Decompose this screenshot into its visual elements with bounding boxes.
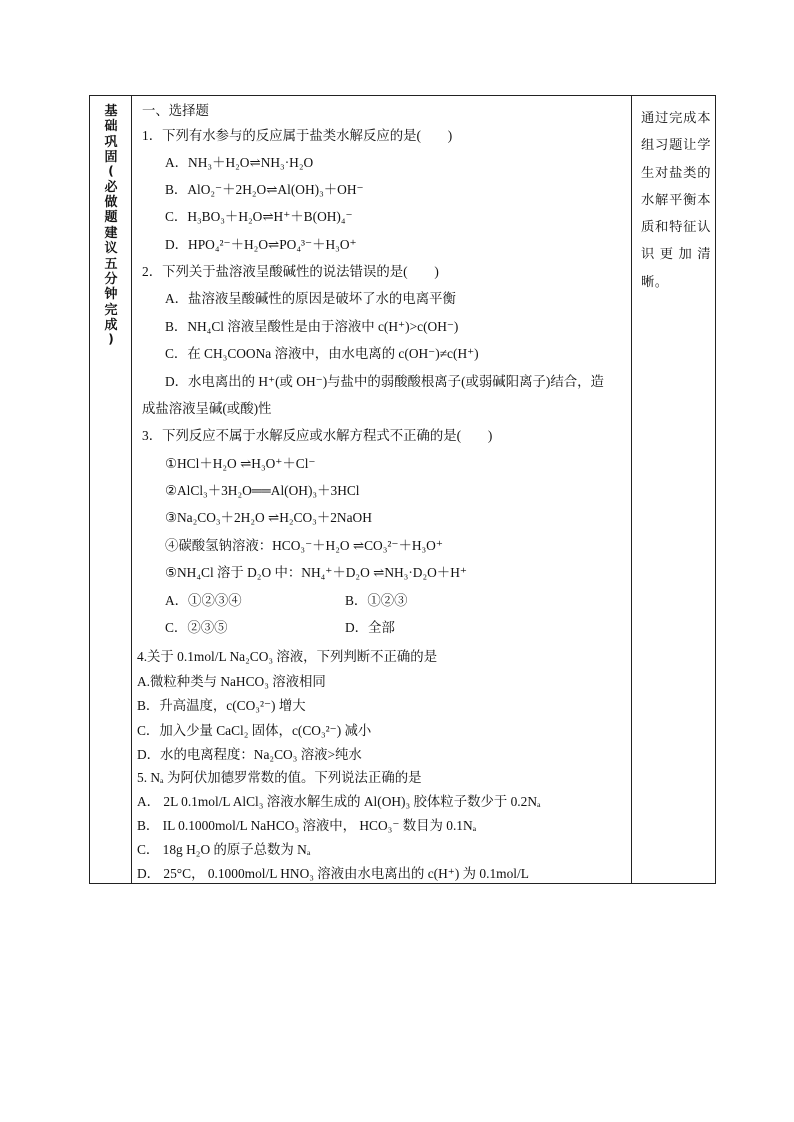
q3-option-b: B．①②③: [345, 593, 408, 608]
question-1-stem: 1．下列有水参与的反应属于盐类水解反应的是( ): [142, 128, 453, 143]
note-line: 晰。: [641, 273, 669, 289]
question-3-stem: 3．下列反应不属于水解反应或水解方程式不正确的是( ): [142, 428, 493, 443]
q2-option-b: B．NH₄Cl 溶液呈酸性是由于溶液中 c(H⁺)>c(OH⁻): [165, 319, 459, 334]
note-line: 识更加清: [641, 246, 711, 262]
label-char: 分: [104, 272, 118, 288]
q4-option-d: D．水的电离程度：Na₂CO₃ 溶液>纯水: [137, 747, 362, 762]
q3-item-1: ①HCl＋H₂O ⇌H₃O⁺＋Cl⁻: [165, 456, 316, 471]
q3-option-d: D．全部: [345, 620, 395, 635]
questions-cell: [132, 96, 631, 883]
label-char: 固: [104, 150, 118, 166]
q5-option-d: D． 25°C， 0.1000mol/L HNO₃ 溶液由水电离出的 c(H⁺) 为 0.1mol/L: [137, 866, 529, 881]
q1-option-b: B．AlO₂⁻＋2H₂O⇌Al(OH)₃＋OH⁻: [165, 182, 364, 197]
note-line: 组习题让学: [641, 137, 711, 153]
note-line: 生对盐类的: [641, 164, 711, 180]
label-char: 完: [104, 302, 118, 318]
label-char: 巩: [104, 134, 118, 150]
q1-option-a: A．NH₃＋H₂O⇌NH₃·H₂O: [165, 155, 314, 170]
label-char: 做: [104, 195, 118, 211]
q3-item-2: ②AlCl₃＋3H₂O══Al(OH)₃＋3HCl: [165, 483, 360, 498]
q3-item-3: ③Na₂CO₃＋2H₂O ⇌H₂CO₃＋2NaOH: [165, 510, 372, 525]
label-char: 五: [104, 256, 118, 272]
label-char: 题: [104, 210, 118, 226]
label-char: 必: [104, 179, 118, 195]
label-char: 础: [104, 119, 118, 135]
q2-option-a: A．盐溶液呈酸碱性的原因是破坏了水的电离平衡: [165, 291, 456, 306]
label-char: (: [108, 163, 114, 178]
q5-option-a: A． 2L 0.1mol/L AlCl₃ 溶液水解生成的 Al(OH)₃ 胶体粒子数少于 0.2Nₐ: [137, 794, 541, 809]
q2-option-d-cont: 成盐溶液呈碱(或酸)性: [142, 401, 272, 416]
q4-option-c: C．加入少量 CaCl₂ 固体，c(CO₃²⁻) 减小: [137, 723, 372, 738]
question-5-stem: 5. Nₐ 为阿伏加德罗常数的值。下列说法正确的是: [137, 770, 422, 785]
q3-item-4: ④碳酸氢钠溶液：HCO₃⁻＋H₂O ⇌CO₃²⁻＋H₃O⁺: [165, 538, 443, 553]
q3-option-c: C．②③⑤: [165, 620, 228, 635]
question-2-stem: 2．下列关于盐溶液呈酸碱性的说法错误的是( ): [142, 264, 439, 279]
label-char: 钟: [104, 287, 118, 303]
teaching-note-cell: [631, 96, 715, 883]
q4-option-b: B．升高温度，c(CO₃²⁻) 增大: [137, 698, 306, 713]
q2-option-c: C．在 CH₃COONa 溶液中，由水电离的 c(OH⁻)≠c(H⁺): [165, 346, 479, 361]
label-char: 基: [104, 104, 118, 119]
q5-option-b: B． IL 0.1000mol/L NaHCO₃ 溶液中， HCO₃⁻ 数目为 0.1Nₐ: [137, 818, 477, 833]
label-char: 成: [104, 318, 118, 334]
teaching-note: [641, 104, 711, 295]
q2-option-d: D．水电离出的 H⁺(或 OH⁻)与盐中的弱酸酸根离子(或弱碱阳离子)结合，造: [165, 374, 604, 389]
q5-option-c: C． 18g H₂O 的原子总数为 Nₐ: [137, 842, 311, 857]
q4-option-a: A.微粒种类与 NaHCO₃ 溶液相同: [137, 674, 326, 689]
q3-item-5: ⑤NH₄Cl 溶于 D₂O 中：NH₄⁺＋D₂O ⇌NH₃·D₂O＋H⁺: [165, 565, 467, 580]
label-char: 建: [104, 225, 118, 241]
note-line: 通过完成本: [641, 110, 711, 125]
label-char: 议: [104, 241, 118, 257]
label-char: ): [108, 331, 114, 346]
q1-option-c: C．H₃BO₃＋H₂O⇌H⁺＋B(OH)₄⁻: [165, 209, 353, 224]
section-heading: 一、选择题: [142, 103, 209, 118]
section-label-cell: [90, 96, 132, 883]
q3-option-a: A．①②③④: [165, 593, 242, 608]
note-line: 水解平衡本: [641, 191, 711, 207]
lesson-table: [89, 95, 716, 884]
question-4-stem: 4.关于 0.1mol/L Na₂CO₃ 溶液，下列判断不正确的是: [137, 649, 438, 664]
q1-option-d: D．HPO₄²⁻＋H₂O⇌PO₄³⁻＋H₃O⁺: [165, 237, 357, 252]
section-label: [99, 104, 123, 348]
note-line: 质和特征认: [641, 219, 711, 235]
